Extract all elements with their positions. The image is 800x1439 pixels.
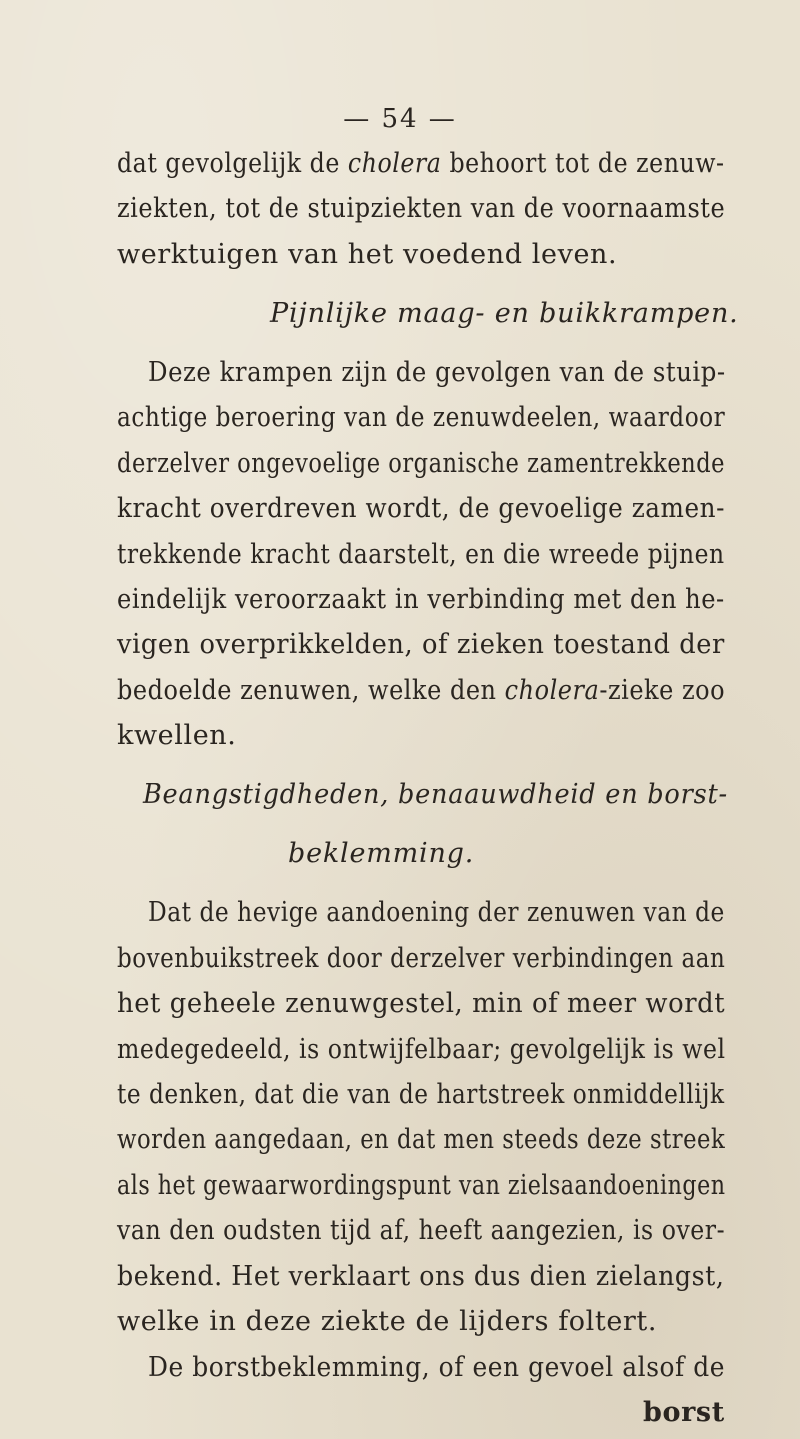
text-line: bedoelde zenuwen, welke den cholera-zieke zoo bbox=[117, 675, 726, 706]
text-line: worden aangedaan, en dat men steeds deze streek bbox=[117, 1124, 726, 1155]
text-line: het geheele zenuwgestel, min of meer wordt bbox=[117, 988, 726, 1019]
text-line: De borstbeklemming, of een gevoel alsof de bbox=[148, 1352, 726, 1383]
text-line: bovenbuikstreek door derzelver verbindingen aan bbox=[117, 943, 726, 974]
text-line: kwellen. bbox=[117, 720, 237, 751]
text-line: werktuigen van het voedend leven. bbox=[117, 239, 618, 270]
text-line: van den oudsten tijd af, heeft aangezien, is over- bbox=[117, 1215, 726, 1246]
text-line: vigen overprikkelden, of zieken toestand der bbox=[117, 629, 725, 660]
text-line: dat gevolgelijk de cholera behoort tot de zenuw- bbox=[117, 148, 725, 179]
text-line: kracht overdreven wordt, de gevoelige zamen- bbox=[117, 493, 725, 524]
text-line: medegedeeld, is ontwijfelbaar; gevolgelijk is wel bbox=[117, 1034, 726, 1065]
section-heading: Pijnlijke maag- en buikkrampen. bbox=[270, 298, 739, 329]
text-line: welke in deze ziekte de lijders foltert. bbox=[117, 1306, 658, 1337]
text-line: als het gewaarwordingspunt van zielsaandoeningen bbox=[117, 1170, 726, 1201]
section-heading-line: beklemming. bbox=[288, 838, 475, 869]
text-line: derzelver ongevoelige organische zamentrekkende bbox=[117, 448, 726, 479]
text-line: Deze krampen zijn de gevolgen van de stuip- bbox=[148, 357, 726, 388]
catchword: borst bbox=[643, 1397, 725, 1428]
page-number: — 54 — bbox=[343, 104, 457, 134]
text-line: Dat de hevige aandoening der zenuwen van de bbox=[148, 897, 725, 928]
text-line: te denken, dat die van de hartstreek onmiddellijk bbox=[117, 1079, 725, 1110]
text-line: bekend. Het verklaart ons dus dien zielangst, bbox=[117, 1261, 725, 1292]
section-heading-line: Beangstigdheden, benaauwdheid en borst- bbox=[143, 779, 728, 810]
text-line: trekkende kracht daarstelt, en die wreede pijnen bbox=[117, 539, 725, 570]
text-line: achtige beroering van de zenuwdeelen, waardoor bbox=[117, 402, 726, 433]
text-line: eindelijk veroorzaakt in verbinding met den he- bbox=[117, 584, 725, 615]
text-line: ziekten, tot de stuipziekten van de voornaamste bbox=[117, 193, 726, 224]
